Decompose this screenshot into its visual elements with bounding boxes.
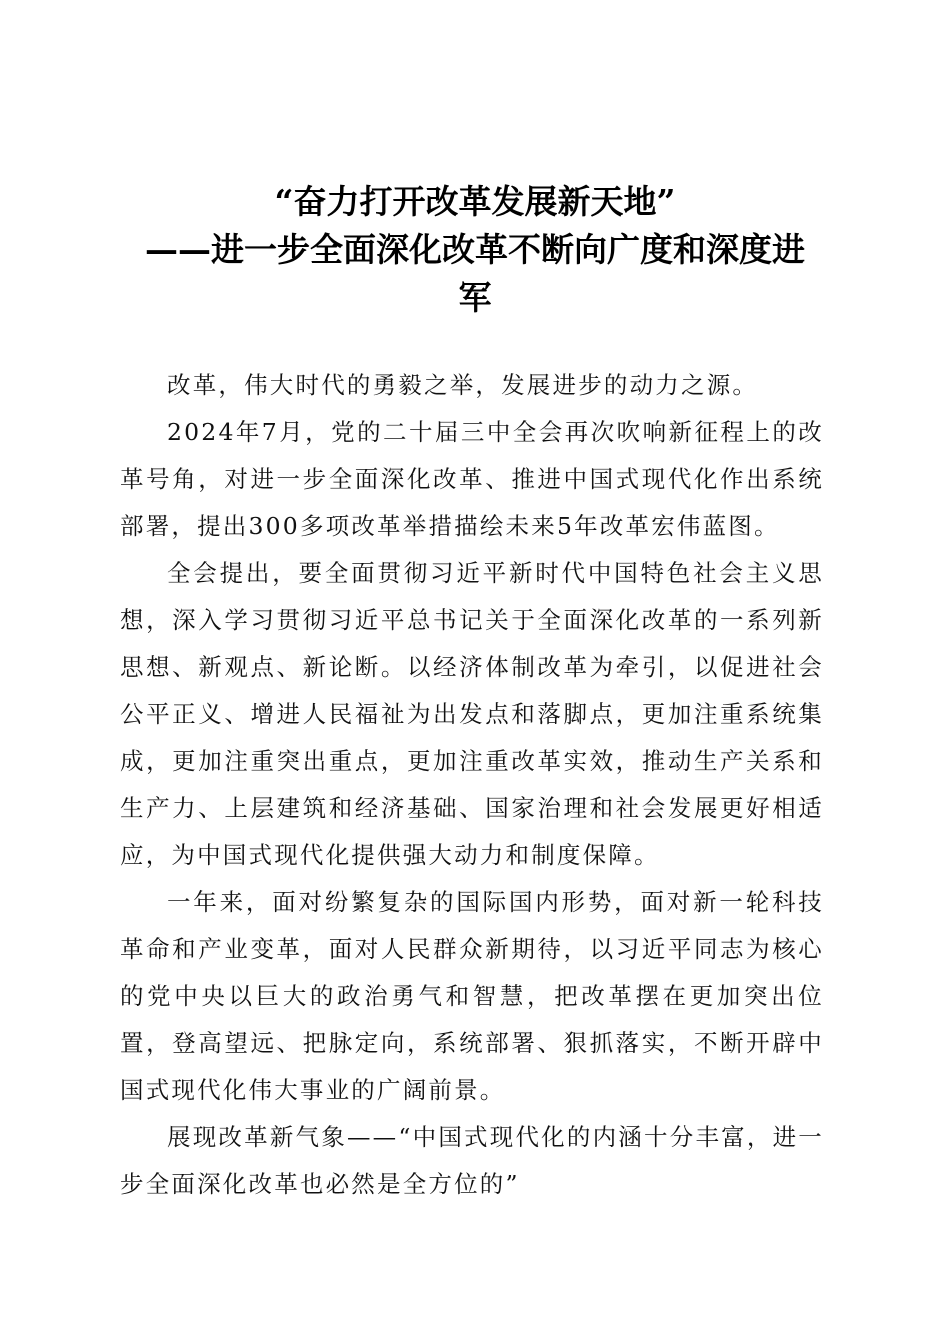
paragraph: 改革，伟大时代的勇毅之举，发展进步的动力之源。 (167, 371, 759, 399)
title-line-3: 军 (458, 278, 492, 317)
paragraph: 全会提出，要全面贯彻习近平新时代中国特色社会主义思想，深入学习贯彻习近平总书记关于全面深化改革的一系列新思想、新观点、新论断。以经济体制改革为牵引，以促进社会公平正义、增进人民福祉为出发点和落脚点，更加注重系统集成，更加注重突出重点，更加注重改革实效，推动生产关系和生产力、上层建筑和经济基础、国家治理和社会发展更好相适应，为中国式现代化提供强大动力和制度保障。 (120, 559, 824, 869)
paragraph: 2024年7月，党的二十届三中全会再次吹响新征程上的改革号角，对进一步全面深化改革、推进中国式现代化作出系统部署，提出300多项改革举措描绘未来5年改革宏伟蓝图。 (120, 418, 824, 540)
title-line-1: “奋力打开改革发展新天地” (274, 182, 676, 221)
paragraph: 一年来，面对纷繁复杂的国际国内形势，面对新一轮科技革命和产业变革，面对人民群众新期待，以习近平同志为核心的党中央以巨大的政治勇气和智慧，把改革摆在更加突出位置，登高望远、把脉定向，系统部署、狠抓落实，不断开辟中国式现代化伟大事业的广阔前景。 (120, 888, 824, 1104)
document-body (120, 362, 824, 1208)
paragraph: 展现改革新气象——“中国式现代化的内涵十分丰富，进一步全面深化改革也必然是全方位的” (120, 1123, 824, 1198)
document-title (110, 178, 840, 322)
title-line-2: ——进一步全面深化改革不断向广度和深度进 (145, 230, 805, 269)
